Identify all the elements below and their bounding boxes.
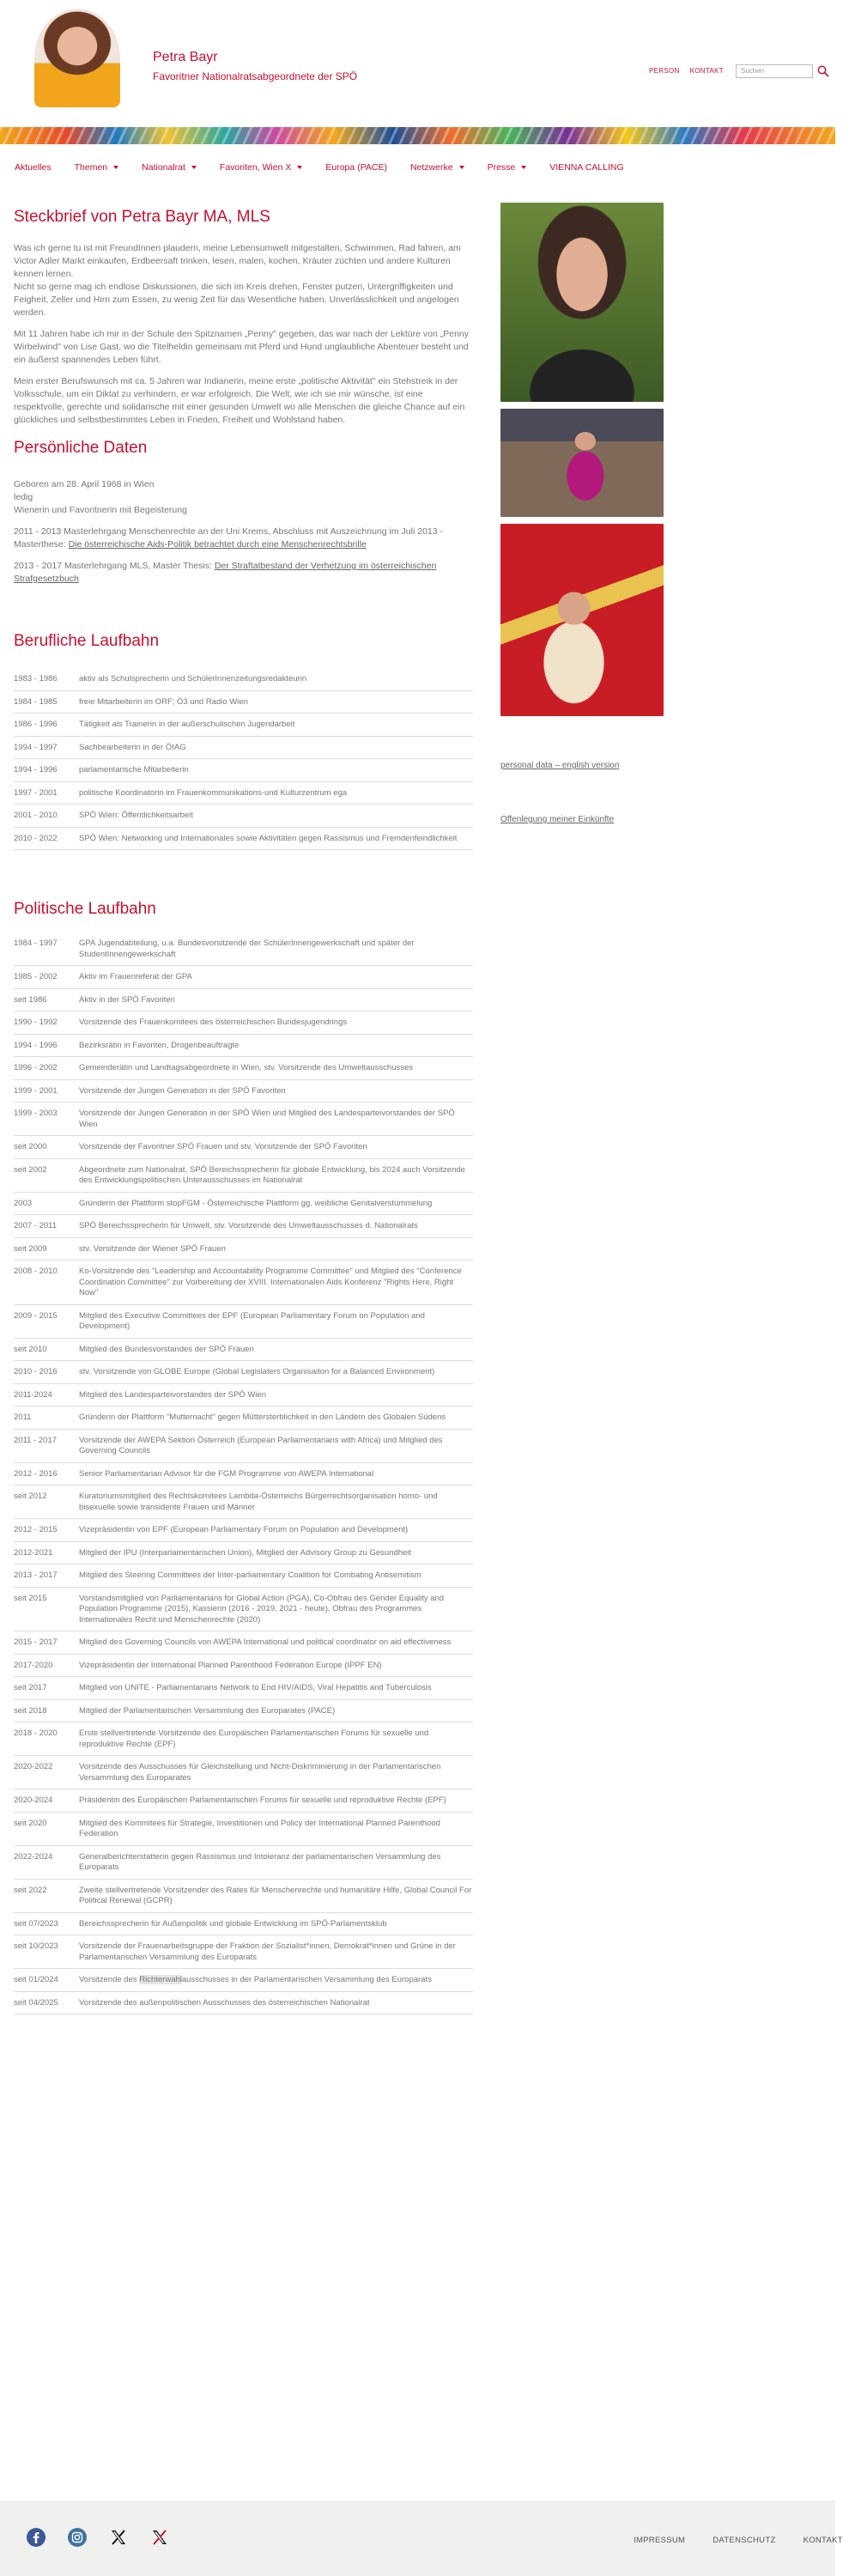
row-date: 2010 - 2016 (14, 1367, 58, 1376)
row-date: 2020-2024 (14, 1795, 53, 1805)
footer-link-impressum[interactable]: IMPRESSUM (634, 2536, 686, 2545)
beruflich-table (14, 668, 473, 850)
row-text: Mitglied des Kommitees für Strategie, Investitionen und Policy der International Planned Parenthood Federation (79, 1818, 440, 1838)
row-text: Gemeinderätin und Landtagsabgeordnete in Wien, stv. Vorsitzende des Umweltausschusses (79, 1063, 414, 1072)
row-date: 2015 - 2017 (14, 1637, 58, 1647)
table-row (14, 1215, 473, 1238)
main-content (14, 208, 473, 2014)
row-text: Vizepräsidentin von EPF (European Parliamentary Forum on Population and Development) (79, 1525, 409, 1534)
row-date: 1999 - 2003 (14, 1109, 58, 1118)
row-date: 1985 - 2002 (14, 972, 58, 981)
row-text: Ko-Vorsitzende des "Leadership and Accountability Programme Committee" und Mitglied des "Conference Coordination Committee" zur Vorbereitung der XVIII. Internationalen Aids Konferenz "Rights Here, Right Now" (79, 1267, 462, 1297)
row-date: seit 2002 (14, 1164, 47, 1175)
nav-item-3[interactable] (220, 162, 302, 173)
row-text: politische Koordinatorin im Frauenkommunikations-und Kulturzentrum ega (79, 787, 348, 798)
x-icon[interactable] (107, 2526, 130, 2549)
row-date: seit 07/2023 (14, 1918, 58, 1929)
chevron-down-icon (191, 166, 197, 169)
row-text: Vorsitzende der Jungen Generation in der SPÖ Wien und Mitglied des Landesparteivorstandes der SPÖ Wien (79, 1109, 455, 1129)
row-text: Präsidentin des Europäischen Parlamentarischen Forums für sexuelle und reproduktive Rechte (EPF) (79, 1795, 446, 1805)
footer-link-datenschutz[interactable]: DATENSCHUTZ (713, 2536, 776, 2545)
table-row (14, 1361, 473, 1384)
row-date: 1984 - 1985 (14, 696, 58, 707)
nav-item-2[interactable] (142, 162, 197, 173)
persoenlich-status: ledig (14, 492, 33, 502)
row-date: 2020-2022 (14, 1762, 53, 1771)
row-date: 1986 - 1996 (14, 720, 58, 729)
row-date: 1994 - 1996 (14, 1040, 58, 1050)
row-text: Vorsitzende des außenpolitischen Ausschusses des österreichischen Nationalrat (79, 1997, 370, 2008)
footer-link-kontakt[interactable]: KONTAKT (803, 2536, 843, 2545)
row-text: freie Mitarbeiterin im ORF; Ö3 und Radio Wien (79, 696, 248, 707)
row-date: 2007 - 2011 (14, 1221, 58, 1230)
table-row (14, 1969, 473, 1992)
row-date: seit 2018 (14, 1705, 47, 1716)
table-row (14, 1305, 473, 1339)
row-date: 2022-2024 (14, 1851, 53, 1862)
nav-item-label: Favoriten, Wien X (219, 162, 292, 173)
row-date: 1999 - 2001 (14, 1085, 58, 1096)
table-row (14, 1012, 473, 1035)
chevron-down-icon (459, 166, 464, 169)
nav-item-label: Themen (74, 162, 108, 173)
mls-text: 2013 - 2017 Masterlehrgang MLS, Master Thesis: (14, 561, 215, 571)
table-row (14, 1339, 473, 1362)
row-date: 1997 - 2001 (14, 787, 58, 798)
table-row (14, 1813, 473, 1846)
table-row (14, 782, 473, 805)
row-date: 2013 - 2017 (14, 1571, 58, 1580)
politisch-title: Politische Laufbahn (14, 900, 156, 918)
row-date: seit 2015 (14, 1593, 47, 1603)
persoenlich-ma (14, 526, 473, 551)
row-text-part: ausschusses in der Parlamentarischen Versammlung des Europarats (181, 1975, 432, 1984)
row-text: Tätigkeit als Trainerin in der außerschulischen Jugendarbeit (79, 720, 295, 729)
nav-item-5[interactable] (410, 162, 464, 173)
table-row (14, 1136, 473, 1159)
row-text: Bereichssprecherin für Außenpolitik und globale Entwicklung im SPÖ-Parlamentsklub (79, 1918, 387, 1929)
row-text (79, 1975, 473, 1986)
table-row (14, 1542, 473, 1565)
income-disclosure-link[interactable]: Offenlegung meiner Einkünfte (500, 815, 615, 824)
row-text: stv. Vorsitzende der Wiener SPÖ Frauen (79, 1243, 226, 1254)
nav-item-1[interactable] (75, 162, 119, 173)
row-text: Vorsitzende des Ausschusses für Gleichstellung und Nicht-Diskriminierung in der Parlamentarischen Versammlung des Europarates (79, 1762, 441, 1783)
table-row (14, 1992, 473, 2015)
row-text: Vorsitzende der Jungen Generation in der SPÖ Favoriten (79, 1085, 286, 1096)
row-text: Vorsitzende der AWEPA Sektion Österreich (European Parliamentarians with Africa) und Mitglied des Governing Councils (79, 1435, 443, 1455)
steckbrief-p1b: Nicht so gerne mag ich endlose Diskussionen, die sich im Kreis drehen, Fenster putzen, Untergriffigkeiten und Feigheit, Zeller und Hirn zum Essen, zu wenig Zeit für das Wesentliche haben, Unverlässlichkeit und angelogen werden. (14, 282, 459, 318)
site-subtitle: Favoritner Nationalratsabgeordnete der SPÖ (153, 70, 358, 82)
row-date: 1996 - 2002 (14, 1063, 58, 1072)
row-text: Mitglied der IPU (Interparlamentarischen Union), Mitglied der Advisory Group zu Gesundheit (79, 1547, 412, 1558)
row-date: seit 2000 (14, 1142, 47, 1151)
row-date: 2011 - 2017 (14, 1435, 58, 1445)
table-row (14, 989, 473, 1012)
table-row (14, 1564, 473, 1588)
table-row (14, 1631, 473, 1655)
row-text: Mitglied des Landesparteivorstandes der SPÖ Wien (79, 1389, 267, 1400)
table-row (14, 966, 473, 989)
top-links (649, 67, 724, 75)
row-text: Sachbearbeiterin in der ÖIAG (79, 742, 186, 752)
instagram-icon[interactable] (66, 2526, 88, 2549)
table-row (14, 1193, 473, 1216)
row-text: Vorsitzende des Frauenkomitees des österreichischen Bundesjugendrings (79, 1018, 348, 1027)
top-link-kontakt[interactable]: KONTAKT (689, 67, 724, 75)
row-text: Aktiv in der SPÖ Favoriten (79, 994, 175, 1005)
row-date: seit 2020 (14, 1818, 47, 1828)
beruflich-title: Berufliche Laufbahn (14, 632, 160, 650)
row-date: seit 1986 (14, 994, 47, 1005)
table-row (14, 1057, 473, 1080)
nav-item-label: Netzwerke (409, 162, 453, 173)
x-icon[interactable] (149, 2526, 171, 2549)
english-version-link[interactable]: personal data – english version (500, 761, 620, 770)
nav-item-4[interactable] (325, 162, 387, 173)
row-text: Generalberichterstatterin gegen Rassismus und Intoleranz der parlamentarischen Versammlung des Europarats (79, 1851, 441, 1872)
table-row (14, 1913, 473, 1936)
row-text: Mitglied des Governing Councils von AWEPA International und political coordinator on aid effectiveness (79, 1637, 452, 1647)
chevron-down-icon (297, 166, 302, 169)
table-row (14, 1159, 473, 1193)
row-date: 2009 - 2015 (14, 1310, 58, 1321)
row-date: 2012 - 2016 (14, 1468, 58, 1479)
main-nav (15, 162, 647, 173)
table-row (14, 1677, 473, 1700)
table-row (14, 828, 473, 851)
table-row (14, 1519, 473, 1542)
site-footer (0, 2500, 843, 2576)
row-text: Bezirksrätin in Favoriten, Drogenbeauftragte (79, 1040, 240, 1050)
portrait-photo (500, 203, 664, 402)
steckbrief-p3: Mein erster Berufswunsch mit ca. 5 Jahren war Indianerin, meine erste „politische Aktivität" ein Stehstreik in der Volksschule, um ein Diktat zu verhindern, er war erfolgreich. Die Welt, wie ich sie mir wünsche, ist eine respektvolle, gerechte und solidarische mit einer gesunden Umwelt wo alle Menschen die gleiche Chance auf ein glückliches und selbstbestimmtes Leben in Frieden, Freiheit und Wohlstand haben. (14, 376, 465, 425)
nav-item-label: Aktuelles (15, 162, 52, 173)
table-row (14, 714, 473, 737)
row-date: seit 01/2024 (14, 1975, 58, 1984)
row-date: 2003 (14, 1198, 33, 1208)
footer-links (634, 2536, 843, 2545)
nav-item-label: Europa (PACE) (325, 162, 387, 173)
row-date: seit 2010 (14, 1344, 47, 1354)
row-text: Gründerin der Plattform "Mutternacht" gegen Müttersterblichkeit in den Ländern des Globalen Südens (79, 1413, 446, 1422)
table-row (14, 1722, 473, 1756)
row-text: Erste stellvertretende Vorsitzende des Europäischen Parlamentarischen Forums für sexuelle und reproduktive Rechte (EPF) (79, 1728, 429, 1749)
search-icon[interactable] (817, 65, 829, 77)
steckbrief-p1: Was ich gerne tu ist mit FreundInnen plaudern, meine Lebensumwelt mitgestalten, Schwimmen, Rad fahren, am Victor Adler Markt einkaufen, Erdbeersaft trinken, lesen, malen, kochen, Kräuter züchten und andere Kulturen kennen lernen. (14, 243, 461, 279)
table-row (14, 1261, 473, 1305)
top-link-person[interactable]: PERSON (649, 67, 680, 75)
persoenlich-city: Wienerin und Favoritnerin mit Begeisterung (14, 505, 187, 515)
sidebar (500, 203, 664, 869)
steckbrief-p2: Mit 11 Jahren habe ich mir in der Schule den Spitznamen „Penny" gegeben, das war nach der Lektüre von „Penny Wirbelwind" von Lise Gast, wo die Titelheldin gemeinsam mit Pferd und Hund unglaubliche Abenteuer besteht und ein äußerst spannendes Leben führt. (14, 329, 470, 365)
site-header (0, 0, 835, 144)
table-row (14, 1588, 473, 1632)
table-row (14, 1935, 473, 1969)
politisch-table (14, 933, 473, 2014)
row-date: seit 2017 (14, 1683, 47, 1692)
table-row (14, 1700, 473, 1723)
row-text: Vizepräsidentin der International Planned Parenthood Federation Europe (IPPF EN) (79, 1660, 382, 1670)
table-row (14, 1485, 473, 1519)
row-text: aktiv als Schulsprecherin und SchülerInnenzeitungsredakteurin (79, 674, 307, 683)
table-row (14, 1756, 473, 1789)
nav-item-label: Presse (487, 162, 516, 173)
chevron-down-icon (521, 166, 526, 169)
row-date: 1994 - 1997 (14, 742, 58, 752)
nav-item-label: Nationalrat (142, 162, 185, 173)
row-text: SPÖ Wien: Öffentlichkeitsarbeit (79, 811, 193, 820)
row-text: Kuratoriumsmitglied des Rechtskomitees Lambda-Österreichs Bürgerrechtsorganisation homo- und bisexuelle sowie transidente Frauen und Männer (79, 1492, 438, 1512)
row-date: seit 2012 (14, 1492, 47, 1501)
table-row (14, 1384, 473, 1407)
site-name[interactable]: Petra Bayr (153, 50, 218, 64)
table-row (14, 1080, 473, 1103)
table-row (14, 668, 473, 691)
table-row (14, 1655, 473, 1678)
table-row (14, 1880, 473, 1913)
row-date: seit 04/2025 (14, 1997, 58, 2008)
table-row (14, 1430, 473, 1463)
speech-photo (500, 409, 664, 517)
row-date: 2010 - 2022 (14, 833, 58, 843)
nav-item-6[interactable] (488, 162, 527, 173)
row-text-part: Vorsitzende des (79, 1975, 140, 1984)
highlighted-text: Richterwahl (139, 1975, 182, 1984)
row-text: GPA Jugendabteilung, u.a. Bundesvorsitzende der SchülerInnengewerkschaft und später der StudentInnengewerkschaft (79, 939, 415, 959)
row-date: seit 10/2023 (14, 1941, 58, 1951)
row-text: Zweite stellvertretende Vorsitzender des Rates für Menschenrechte und humanitäre Hilfe, Global Council For Political Renewal (GCPR) (79, 1885, 472, 1905)
row-text: Mitglied des Executive Committees der EPF (European Parliamentary Forum on Population and Development) (79, 1310, 425, 1331)
row-date: 2018 - 2020 (14, 1728, 58, 1738)
row-date: 1994 - 1996 (14, 765, 58, 775)
row-text: Vorsitzende der Favoritner SPÖ Frauen und stv. Vorsitzende der SPÖ Favoriten (79, 1142, 367, 1151)
row-text: Gründerin der Plattform stopFGM - Österreichische Plattform gg. weibliche Genitalverstümmelung (79, 1198, 433, 1208)
row-date: 2008 - 2010 (14, 1267, 58, 1276)
persoenlich-birth: Geboren am 28. April 1968 in Wien (14, 479, 155, 489)
row-date: seit 2009 (14, 1243, 47, 1254)
row-text: Senior Parliamentarian Advisor für die FGM Programme von AWEPA International (79, 1468, 374, 1479)
row-date: 2017-2020 (14, 1660, 53, 1670)
row-text: SPÖ Bereichssprecherin für Umwelt, stv. Vorsitzende des Umweltausschusses d. Nationalrats (79, 1221, 418, 1230)
table-row (14, 1463, 473, 1486)
row-text: SPÖ Wien: Networking und Internationales sowie Aktivitäten gegen Rassismus und Fremdenfeindlichkeit (79, 833, 458, 843)
table-row (14, 933, 473, 966)
row-text: Mitglied des Steering Committees der Inter-parliamentary Coalition for Combating Antisemitism (79, 1571, 422, 1580)
nav-item-0[interactable] (15, 162, 52, 173)
row-date: 2012 - 2015 (14, 1525, 58, 1534)
row-text: Mitglied der Parlamentarischen Versammlung des Europarates (PACE) (79, 1705, 336, 1716)
row-text: Vorstandsmitglied von Parliamentarians for Global Action (PGA), Co-Obfrau des Gender Equality and Population Programme (2015), Kassierin (2016 - 2019, 2021 - heute), Obfrau des Programmes Internationales Recht und Menschenrechte (2020) (79, 1593, 445, 1625)
row-text: Abgeordnete zum Nationalrat, SPÖ Bereichssprecherin für globale Entwicklung, bis 2024 auch Vorsitzende des Entwicklungspolitischen Unterausschusses im Nationalrat (79, 1164, 465, 1185)
persoenlich-mls (14, 560, 473, 586)
facebook-icon[interactable] (25, 2526, 47, 2549)
ma-text: 2011 - 2013 Masterlehrgang Menschenrechte an der Uni Krems, Abschluss mit Auszeichnung im Juli 2013 - Masterthese: (14, 526, 443, 550)
table-row (14, 691, 473, 714)
row-date: 2001 - 2010 (14, 811, 58, 820)
row-text: Vorsitzende der Frauenarbeitsgruppe der Fraktion der Sozialist*innen, Demokrat*innen und Grüne in der Parlamentarischen Versammlung des Europarats (79, 1941, 456, 1962)
table-row (14, 1035, 473, 1058)
table-row (14, 1406, 473, 1430)
nav-item-7[interactable] (549, 162, 623, 173)
row-date: 2011 (14, 1413, 32, 1422)
row-date: 2011-2024 (14, 1389, 52, 1400)
row-date: 2012-2021 (14, 1547, 53, 1558)
steckbrief-title: Steckbrief von Petra Bayr MA, MLS (14, 208, 270, 226)
ma-thesis-link[interactable]: Die österreichische Aids-Politik betrachtet durch eine Menschenrechtsbrille (68, 539, 367, 550)
table-row (14, 759, 473, 782)
table-row (14, 1238, 473, 1261)
costume-photo (500, 524, 664, 716)
row-text: Mitglied von UNITE - Parliamentarians Network to End HIV/AIDS, Viral Hepatitis and Tuberculosis (79, 1683, 432, 1692)
row-text: parlamentarische Mitarbeiterin (79, 765, 189, 775)
table-row (14, 805, 473, 828)
table-row (14, 737, 473, 760)
row-text: Mitglied des Bundesvorstandes der SPÖ Frauen (79, 1344, 254, 1354)
header-portrait[interactable] (34, 9, 120, 107)
table-row (14, 1789, 473, 1813)
persoenlich-title: Persönliche Daten (14, 439, 148, 457)
row-text: Aktiv im Frauenreferat der GPA (79, 972, 192, 981)
chevron-down-icon (113, 166, 118, 169)
mls-thesis-link[interactable]: Der Straftatbestand der Verhetzung im österreichischen Strafgesetzbuch (14, 561, 437, 584)
row-text: stv. Vorsitzende von GLOBE Europe (Global Legislaters Organisaiton for a Balanced Environment) (79, 1367, 435, 1376)
row-date: 1984 - 1997 (14, 939, 58, 948)
row-date: 1983 - 1986 (14, 674, 58, 683)
table-row (14, 1103, 473, 1136)
row-date: seit 2022 (14, 1885, 47, 1895)
table-row (14, 1846, 473, 1880)
nav-item-label: VIENNA CALLING (549, 162, 624, 173)
row-date: 1990 - 1992 (14, 1018, 58, 1027)
decorative-stripe (0, 127, 835, 144)
search-input[interactable]: Suchen (736, 64, 813, 78)
